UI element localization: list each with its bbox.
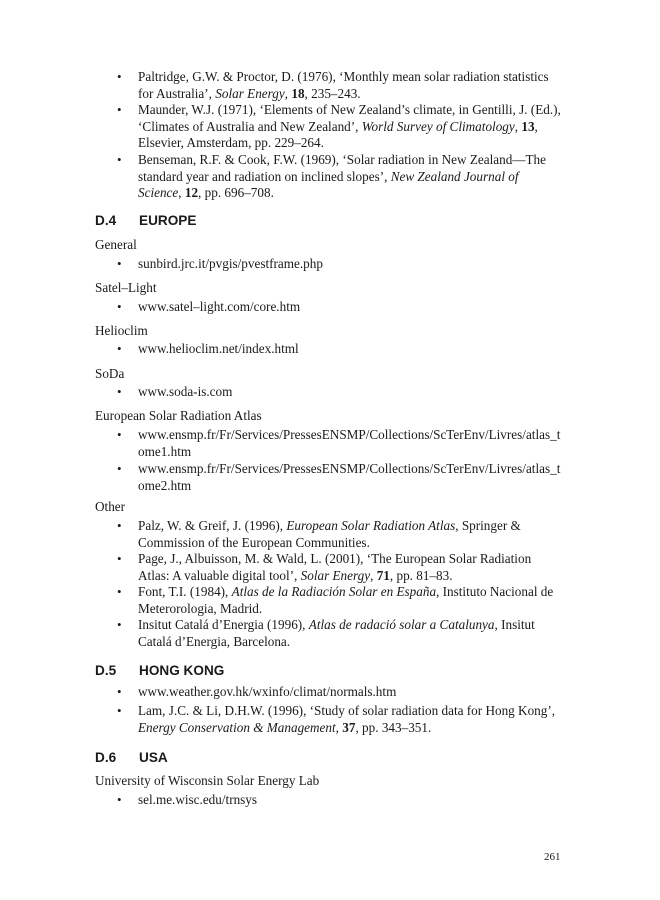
bullet-icon: • — [117, 703, 122, 718]
subheading-helioclim: Helioclim — [95, 323, 148, 338]
reference-item: • Font, T.I. (1984), Atlas de la Radiación Solar en España, Instituto Nacional de Meterorologia, Madrid. — [117, 584, 554, 616]
link-item — [0, 384, 660, 401]
link-item — [0, 792, 660, 809]
section-heading-europe: D.4 EUROPE — [95, 213, 197, 228]
bullet-icon: • — [117, 299, 122, 314]
bullet-icon: • — [117, 461, 122, 476]
url-text: www.soda-is.com — [138, 384, 233, 399]
bullet-icon: • — [117, 384, 122, 399]
atlas-link-list-2 — [0, 461, 660, 494]
link-item — [0, 461, 660, 494]
bullet-icon: • — [117, 518, 122, 533]
reference-item: • Page, J., Albuisson, M. & Wald, L. (2001), ‘The European Solar Radiation Atlas: A valuable digital tool’, Solar Energy, 71, pp. 81–83. — [117, 551, 532, 583]
subheading-european-solar-radiation-atlas: European Solar Radiation Atlas — [95, 408, 262, 423]
section-heading-usa: D.6 USA — [95, 750, 168, 765]
bullet-icon: • — [117, 102, 122, 118]
url-text: www.ensmp.fr/Fr/Services/PressesENSMP/Collections/ScTerEnv/Livres/atlas_tome2.htm — [138, 461, 561, 493]
page-number: 261 — [544, 851, 561, 863]
subheading-university-of-wisconsin: University of Wisconsin Solar Energy Lab — [95, 773, 320, 788]
link-item — [0, 684, 660, 701]
other-reference-list-4 — [0, 617, 660, 650]
url-text: www.satel–light.com/core.htm — [138, 299, 301, 314]
link-item — [0, 341, 660, 358]
other-reference-list — [0, 518, 660, 551]
bullet-icon: • — [117, 427, 122, 442]
link-item — [0, 427, 660, 460]
other-reference-list-3 — [0, 584, 660, 617]
reference-item: • Benseman, R.F. & Cook, F.W. (1969), ‘Solar radiation in New Zealand—The standard year and radiation on inclined slopes’, New Zealand Journal of Science, 12, pp. 696–708. — [117, 151, 546, 201]
url-text: sunbird.jrc.it/pvgis/pvestframe.php — [138, 256, 323, 271]
url-text: www.weather.gov.hk/wxinfo/climat/normals.htm — [138, 684, 397, 699]
url-text: sel.me.wisc.edu/trnsys — [138, 792, 258, 807]
bullet-icon: • — [117, 256, 122, 271]
general-link-list — [0, 256, 660, 273]
bullet-icon: • — [117, 69, 122, 84]
subheading-soda: SoDa — [95, 366, 125, 381]
reference-item: • Palz, W. & Greif, J. (1996), European Solar Radiation Atlas, Springer & Commission of the European Communities. — [117, 518, 521, 550]
hong-kong-reference-list — [0, 703, 660, 736]
australia-reference-list — [0, 69, 660, 202]
bullet-icon: • — [117, 551, 122, 566]
satel-light-link-list — [0, 299, 660, 316]
atlas-link-list — [0, 427, 660, 460]
link-item — [0, 256, 660, 273]
link-item — [0, 299, 660, 316]
subheading-general: General — [95, 237, 137, 252]
helioclim-link-list — [0, 341, 660, 358]
subheading-other: Other — [95, 499, 126, 514]
bullet-icon: • — [117, 684, 122, 699]
subheading-satel-light: Satel–Light — [95, 280, 157, 295]
url-text: www.ensmp.fr/Fr/Services/PressesENSMP/Collections/ScTerEnv/Livres/atlas_tome1.htm — [138, 427, 561, 459]
bullet-icon: • — [117, 617, 122, 632]
bullet-icon: • — [117, 792, 122, 807]
bullet-icon: • — [117, 151, 122, 167]
bullet-icon: • — [117, 341, 122, 356]
soda-link-list — [0, 384, 660, 401]
other-reference-list-2 — [0, 551, 660, 584]
reference-item: • Insitut Catalá d’Energia (1996), Atlas de radació solar a Catalunya, Insitut Catalá d’Energia, Barcelona. — [117, 617, 535, 649]
reference-item: • Lam, J.C. & Li, D.H.W. (1996), ‘Study of solar radiation data for Hong Kong’, Energy Conservation & Management, 37, pp. 343–351. — [117, 703, 556, 735]
reference-item: • Paltridge, G.W. & Proctor, D. (1976), ‘Monthly mean solar radiation statistics for Australia’, Solar Energy, 18, 235–243. — [117, 69, 549, 101]
url-text: www.helioclim.net/index.html — [138, 341, 299, 356]
bullet-icon: • — [117, 584, 122, 599]
section-heading-hong-kong: D.5 HONG KONG — [95, 663, 225, 678]
hong-kong-list — [0, 684, 660, 701]
usa-link-list — [0, 792, 660, 809]
reference-item: • Maunder, W.J. (1971), ‘Elements of New Zealand’s climate, in Gentilli, J. (Ed.), ‘Climates of Australia and New Zealand’, World Survey of Climatology, 13, Elsevier, Amsterdam, pp. 229–264. — [117, 102, 561, 151]
